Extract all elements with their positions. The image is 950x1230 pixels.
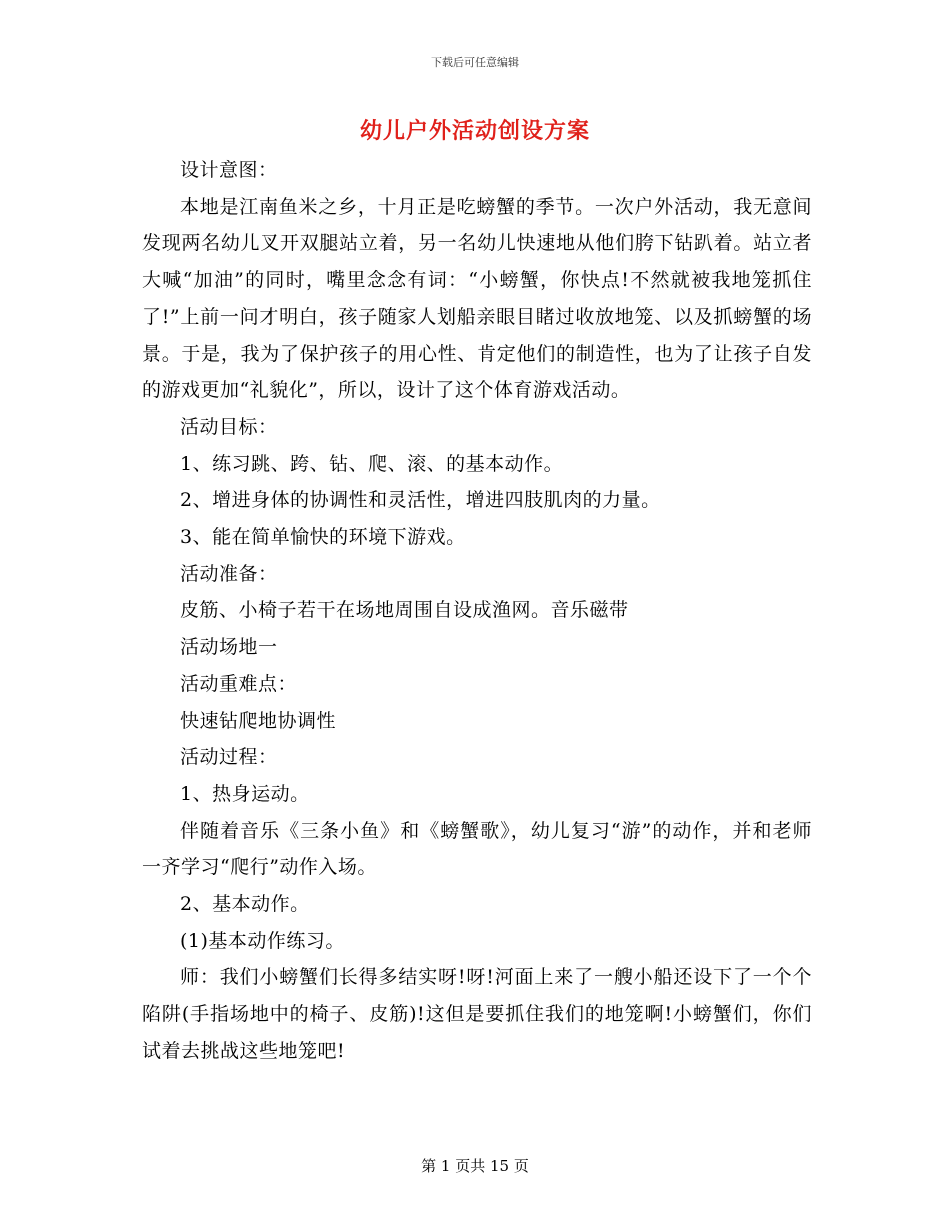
document-body — [142, 152, 812, 1070]
paragraph-goal-2: 2、增进身体的协调性和灵活性，增进四肢肌肉的力量。 — [180, 489, 661, 512]
paragraph-design-intent: 本地是江南鱼米之乡，十月正是吃螃蟹的季节。一次户外活动，我无意间发现两名幼儿叉开双腿站立着，另一名幼儿快速地从他们胯下钻趴着。站立者大喊“加油”的同时，嘴里念念有词：“小螃蟹，你快点!不然就被我地笼抓住了!”上前一问才明白，孩子随家人划船亲眼目睹过收放地笼、以及抓螃蟹的场景。于是，我为了保护孩子的用心性、肯定他们的制造性，也为了让孩子自发的游戏更加“礼貌化”，所以，设计了这个体育游戏活动。 — [142, 195, 812, 402]
page-header: 下载后可任意编辑 — [431, 56, 519, 69]
document-title: 幼儿户外活动创设方案 — [359, 118, 590, 144]
paragraph-preparation: 皮筋、小椅子若干在场地周围自设成渔网。音乐磁带 — [180, 599, 629, 622]
paragraph-teacher-speech: 师：我们小螃蟹们长得多结实呀!呀!河面上来了一艘小船还设下了一个个陷阱(手指场地中的椅子、皮筋)!这但是要抓住我们的地笼啊!小螃蟹们，你们试着去挑战这些地笼吧! — [142, 966, 812, 1062]
paragraph-preparation-heading: 活动准备： — [180, 562, 278, 585]
paragraph-key-points-heading: 活动重难点： — [180, 672, 298, 695]
paragraph-basic-practice: (1)基本动作练习。 — [180, 929, 345, 952]
paragraph-warmup-detail: 伴随着音乐《三条小鱼》和《螃蟹歌》，幼儿复习“游”的动作，并和老师一齐学习“爬行”动作入场。 — [142, 819, 812, 879]
paragraph-goal-3: 3、能在简单愉快的环境下游戏。 — [180, 526, 466, 549]
paragraph-key-points: 快速钻爬地协调性 — [180, 709, 337, 732]
paragraph-basic-actions: 2、基本动作。 — [180, 893, 310, 916]
paragraph-process-heading: 活动过程： — [180, 746, 278, 769]
paragraph-goals-heading: 活动目标： — [180, 415, 278, 438]
paragraph-goal-1: 1、练习跳、跨、钻、爬、滚、的基本动作。 — [180, 452, 564, 475]
page-footer: 第 1 页共 15 页 — [421, 1157, 529, 1175]
paragraph-warmup: 1、热身运动。 — [180, 782, 310, 805]
paragraph-design-intent-heading: 设计意图： — [180, 159, 278, 181]
paragraph-venue: 活动场地一 — [180, 636, 278, 659]
